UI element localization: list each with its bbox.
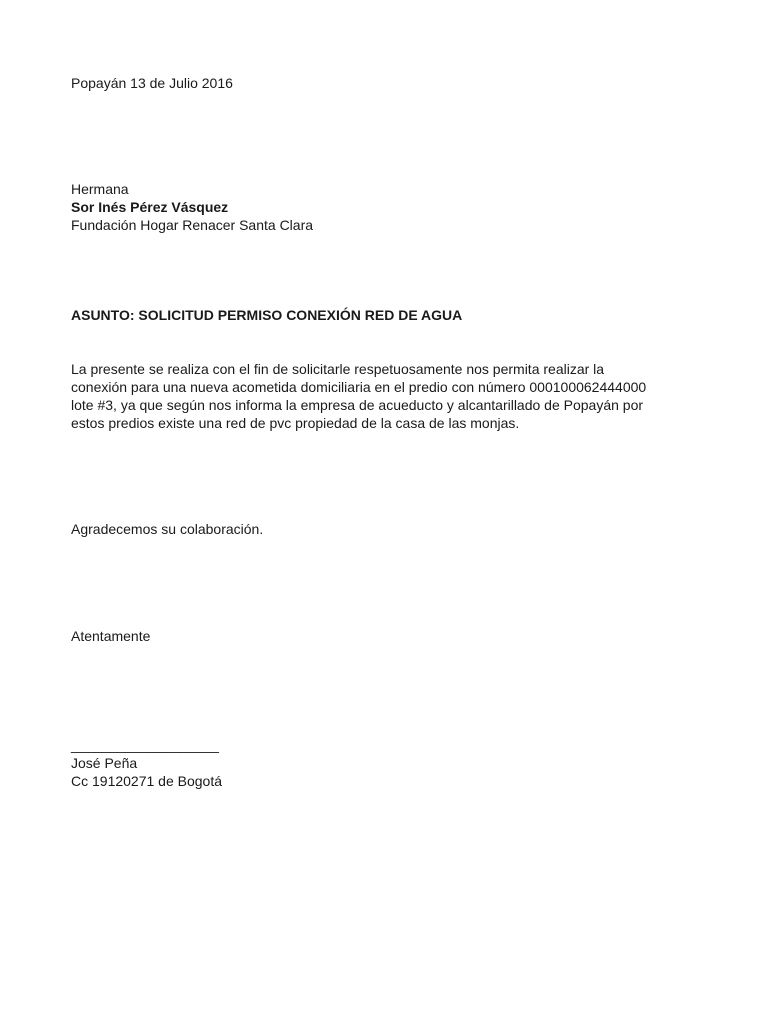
letter-subject: ASUNTO: SOLICITUD PERMISO CONEXIÓN RED DE AGUA: [71, 307, 463, 323]
letter-date: Popayán 13 de Julio 2016: [71, 75, 233, 91]
signature-block: [71, 736, 731, 790]
signer-id: Cc 19120271 de Bogotá: [71, 773, 223, 789]
recipient-block: [71, 180, 731, 234]
letter-closing: Atentamente: [71, 628, 151, 644]
signer-name: José Peña: [71, 755, 138, 771]
recipient-organization: Fundación Hogar Renacer Santa Clara: [71, 217, 314, 233]
recipient-title: Hermana: [71, 181, 129, 197]
body-line: La presente se realiza con el fin de solicitarle respetuosamente nos permita realizar la: [71, 361, 605, 377]
body-line: lote #3, ya que según nos informa la empresa de acueducto y alcantarillado de Popayán por: [71, 397, 644, 413]
body-line: conexión para una nueva acometida domiciliaria en el predio con número 000100062444000: [71, 379, 647, 395]
signature-line: ___________________: [71, 737, 219, 753]
body-line: estos predios existe una red de pvc propiedad de la casa de las monjas.: [71, 415, 520, 431]
letter-body: [71, 360, 731, 432]
recipient-name: Sor Inés Pérez Vásquez: [71, 199, 229, 215]
letter-thanks: Agradecemos su colaboración.: [71, 521, 264, 537]
